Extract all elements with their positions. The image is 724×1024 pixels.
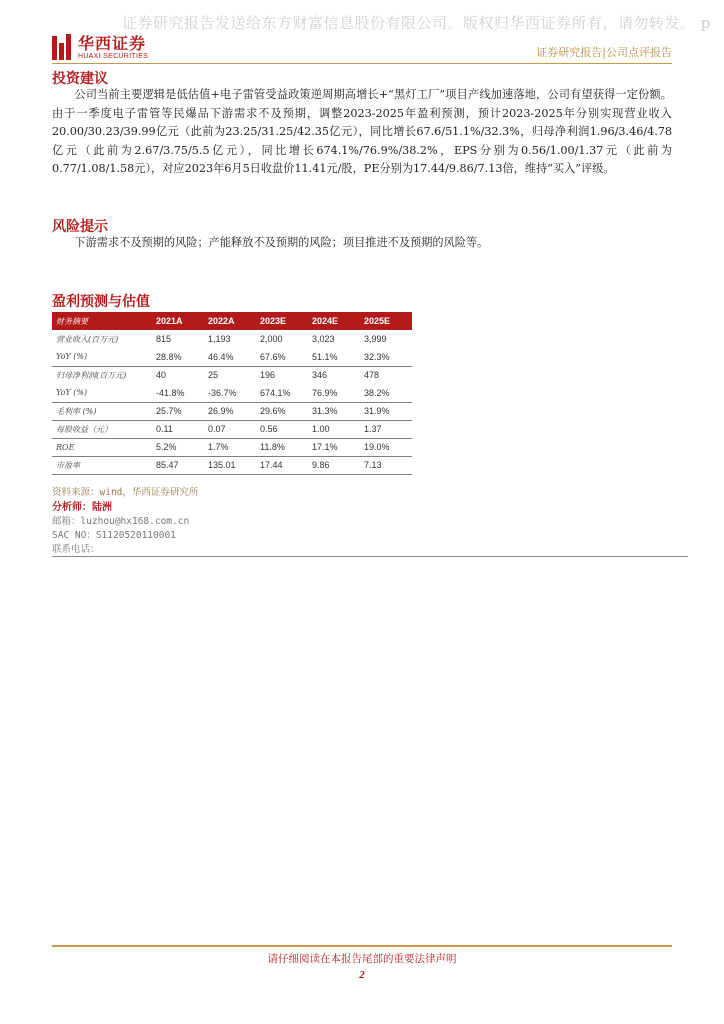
table-cell: 9.86	[308, 456, 360, 474]
table-cell: 46.4%	[204, 348, 256, 366]
legal-disclaimer-note: 请仔细阅读在本报告尾部的重要法律声明	[267, 953, 457, 965]
table-cell: 76.9%	[308, 384, 360, 402]
table-cell: 1.00	[308, 420, 360, 438]
table-row-metric: 归母净利润(百万元)	[56, 370, 127, 380]
table-row	[52, 456, 412, 474]
footer-divider	[52, 945, 672, 947]
table-cell: 19.0%	[360, 438, 412, 456]
table-row-metric: YoY (%)	[52, 384, 152, 402]
table-header-year: 2023E	[256, 312, 308, 330]
table-cell: 67.6%	[256, 348, 308, 366]
table-cell: 40	[156, 370, 167, 381]
table-cell: 51.1%	[308, 348, 360, 366]
table-cell: 3,999	[364, 334, 387, 344]
logo-en-text: HUAXI SECURITIES	[78, 53, 149, 60]
table-row	[52, 348, 412, 366]
table-row-metric: 营业收入(百万元)	[56, 334, 119, 344]
table-row-metric: 市盈率	[52, 456, 152, 474]
table-row	[52, 366, 412, 384]
analyst-sac: SAC NO：S1120520110001	[52, 530, 176, 541]
table-cell: 25.7%	[152, 402, 204, 420]
logo-cn-text: 华西证券	[78, 34, 147, 53]
table-row-metric: 每股收益（元）	[52, 420, 152, 438]
table-cell: 31.3%	[308, 402, 360, 420]
table-cell: 2,000	[260, 334, 283, 344]
table-cell: 3,023	[312, 334, 335, 344]
table-cell: 29.6%	[256, 402, 308, 420]
table-cell: 346	[312, 370, 328, 381]
table-cell: 478	[364, 370, 380, 381]
analyst-phone: 联系电话：	[52, 544, 100, 555]
table-row	[52, 384, 412, 402]
table-cell: 135.01	[204, 456, 256, 474]
table-cell: 1.37	[360, 420, 412, 438]
page-number: 2	[359, 969, 365, 981]
table-cell: 26.9%	[204, 402, 256, 420]
table-cell: 196	[260, 370, 276, 381]
table-cell: 25	[208, 370, 219, 381]
investment-advice-text: 公司当前主要逻辑是低估值+电子雷管受益政策逆周期高增长+“黑灯工厂”项目产线加速落地，公司有望获得一定份额。由于一季度电子雷管等民爆品下游需求不及预期，调整2023-2025年盈利预测，预计2023-2025年分别实现营业收入20.00/30.23/39.99亿元（此前为23.25/31.25/42.35亿元），同比增长67.6/51.1%/32.3%，归母净利润1.96/3.46/4.78亿元（此前为2.67/3.75/5.5亿元），同比增长674.1%/76.9%/38.2%，EPS分别为0.56/1.00/1.37元（此前为0.77/1.08/1.58元），对应2023年6月5日收盘价11.41元/股，PE分别为17.44/9.86/7.13倍，维持“买入”评级。	[52, 88, 672, 175]
table-cell: 0.56	[256, 420, 308, 438]
risk-text: 下游需求不及预期的风险；产能释放不及预期的风险；项目推进不及预期的风险等。	[74, 236, 489, 249]
table-header-year: 2024E	[308, 312, 360, 330]
analyst-name: 分析师：陆洲	[52, 502, 112, 513]
section-divider	[52, 556, 688, 557]
table-cell: 28.8%	[152, 348, 204, 366]
logo-mark-icon	[52, 34, 72, 62]
table-cell: 5.2%	[152, 438, 204, 456]
table-header-year: 2025E	[360, 312, 412, 330]
table-cell: 85.47	[152, 456, 204, 474]
table-header-year: 2022A	[204, 312, 256, 330]
table-cell: 31.9%	[360, 402, 412, 420]
table-cell: -36.7%	[204, 384, 256, 402]
table-header-metric: 财务摘要	[52, 312, 152, 330]
analyst-email: 邮箱：luzhou@hx168.com.cn	[52, 516, 190, 527]
table-cell: -41.8%	[152, 384, 204, 402]
table-row	[52, 438, 412, 456]
data-source: 资料来源：wind，华西证券研究所	[52, 487, 199, 498]
table-header-year: 2021A	[152, 312, 204, 330]
table-cell: 0.07	[204, 420, 256, 438]
header-divider	[52, 63, 672, 64]
table-cell: 32.3%	[360, 348, 412, 366]
table-row	[52, 402, 412, 420]
table-cell: 674.1%	[256, 384, 308, 402]
forecast-heading: 盈利预测与估值	[52, 294, 150, 310]
risk-heading: 风险提示	[52, 219, 108, 235]
table-cell: 1.7%	[204, 438, 256, 456]
table-row-metric: 毛利率 (%)	[52, 402, 152, 420]
table-row	[52, 420, 412, 438]
table-cell: 17.1%	[308, 438, 360, 456]
company-logo	[52, 34, 148, 62]
table-row-metric: YoY (%)	[52, 348, 152, 366]
report-type-tag: 证券研究报告|公司点评报告	[536, 46, 672, 59]
watermark-text: 证券研究报告发送给东方财富信息股份有限公司。版权归华西证券所有，请勿转发。 p	[122, 14, 711, 32]
table-cell: 11.8%	[256, 438, 308, 456]
table-row	[52, 330, 412, 348]
financial-forecast-table	[52, 312, 412, 475]
table-cell: 17.44	[256, 456, 308, 474]
table-cell: 815	[156, 334, 172, 344]
table-cell: 7.13	[360, 456, 412, 474]
table-cell: 1,193	[208, 334, 231, 344]
table-row-metric: ROE	[52, 438, 152, 456]
table-cell: 38.2%	[360, 384, 412, 402]
investment-advice-heading: 投资建议	[52, 71, 108, 87]
table-header-row	[52, 312, 412, 330]
table-cell: 0.11	[152, 420, 204, 438]
